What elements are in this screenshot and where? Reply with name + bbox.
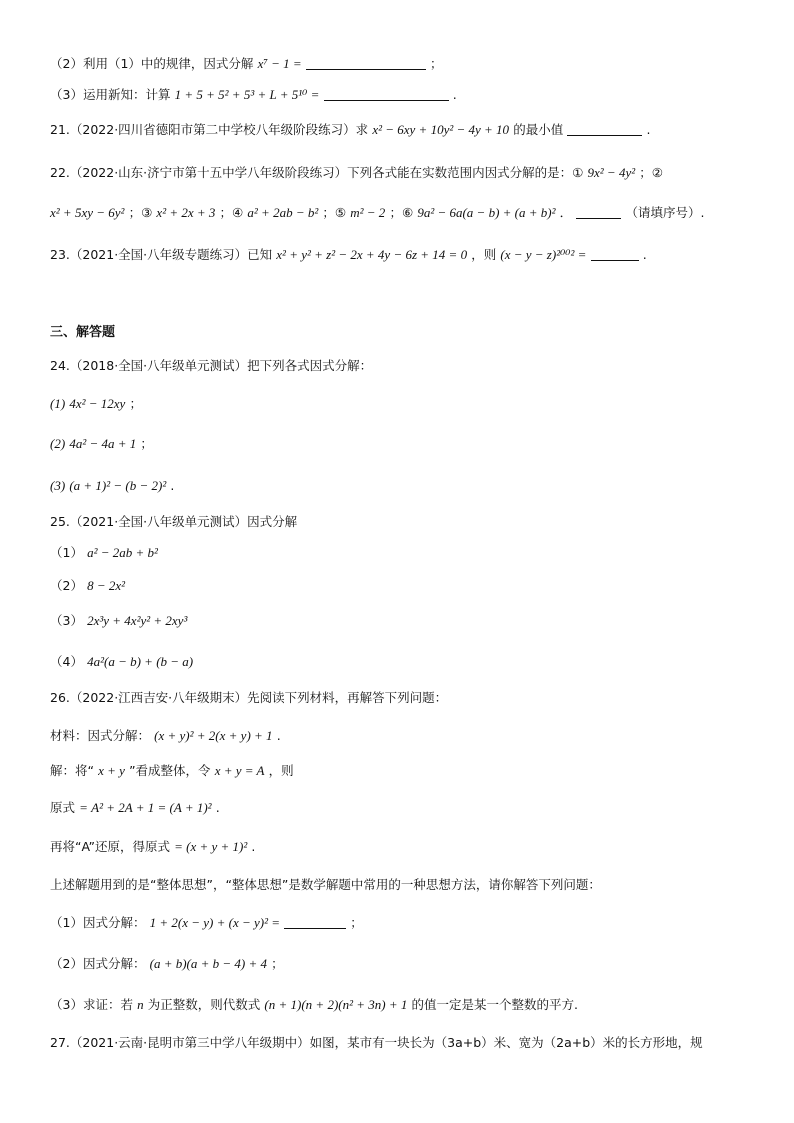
question-27: 27.（2021·云南·昆明市第三中学八年级期中）如图，某市有一块长为（3a+b）米、宽为（2a+b）米的长方形地，规 bbox=[50, 1035, 703, 1050]
question-24-part3: (3) (a + 1)² − (b − 2)² . bbox=[50, 478, 175, 493]
question-22: 22.（2022·山东·济宁市第十五中学八年级阶段练习）下列各式能在实数范围内因式分解的是：① 9x² − 4y² ；② bbox=[50, 165, 663, 180]
question-22-options: x² + 5xy − 6y² ；③ x² + 2x + 3 ；④ a² + 2ab − b² ；⑤ m² − 2 ；⑥ 9a² − 6a(a − b) + (a + b)² ． （请填序号）. bbox=[50, 205, 705, 220]
answer-blank[interactable] bbox=[591, 248, 639, 261]
solution-line-3: 再将“A”还原，得原式 = (x + y + 1)² . bbox=[50, 839, 256, 854]
material-line: 材料：因式分解： (x + y)² + 2(x + y) + 1 . bbox=[50, 728, 281, 743]
question-23: 23.（2021·全国·八年级专题练习）已知 x² + y² + z² − 2x + 4y − 6z + 14 = 0 ，则 (x − y − z)²⁰⁰² = . bbox=[50, 247, 647, 262]
question-24-part2: (2) 4a² − 4a + 1 ； bbox=[50, 436, 153, 451]
answer-blank[interactable] bbox=[567, 123, 642, 136]
solution-line-1: 解：将“ x + y ”看成整体，令 x + y = A ，则 bbox=[50, 763, 294, 778]
question-25-part2: （2） 8 − 2x² bbox=[50, 578, 126, 593]
section-heading: 三、解答题 bbox=[50, 325, 116, 340]
question-25: 25.（2021·全国·八年级单元测试）因式分解 bbox=[50, 514, 298, 529]
q20-part3: （3）运用新知：计算 1 + 5 + 5² + 5³ + L + 5¹⁰ = . bbox=[50, 87, 457, 102]
answer-blank[interactable] bbox=[324, 88, 449, 101]
question-26-part3: （3）求证：若 n 为正整数，则代数式 (n + 1)(n + 2)(n² + 3n) + 1 的值一定是某一个整数的平方. bbox=[50, 997, 578, 1012]
question-26-part2: （2）因式分解： (a + b)(a + b − 4) + 4 ； bbox=[50, 956, 284, 971]
answer-blank[interactable] bbox=[576, 206, 621, 219]
question-25-part3: （3） 2x³y + 4x²y² + 2xy³ bbox=[50, 613, 188, 628]
answer-blank[interactable] bbox=[306, 57, 426, 70]
solution-line-2: 原式 = A² + 2A + 1 = (A + 1)² . bbox=[50, 800, 220, 815]
q20-part2: （2）利用（1）中的规律，因式分解 x⁷ − 1 = ； bbox=[50, 56, 443, 71]
question-25-part1: （1） a² − 2ab + b² bbox=[50, 545, 158, 560]
answer-blank[interactable] bbox=[284, 916, 346, 929]
question-21: 21.（2022·四川省德阳市第二中学校八年级阶段练习）求 x² − 6xy + 10y² − 4y + 10 的最小值 . bbox=[50, 122, 651, 137]
question-24-part1: (1) 4x² − 12xy ； bbox=[50, 396, 142, 411]
question-25-part4: （4） 4a²(a − b) + (b − a) bbox=[50, 654, 194, 669]
question-24: 24.（2018·全国·八年级单元测试）把下列各式因式分解： bbox=[50, 358, 373, 373]
question-26-part1: （1）因式分解： 1 + 2(x − y) + (x − y)² = ； bbox=[50, 915, 363, 930]
question-26: 26.（2022·江西吉安·八年级期末）先阅读下列材料，再解答下列问题： bbox=[50, 690, 448, 705]
instruction-line: 上述解题用到的是“整体思想”，“整体思想”是数学解题中常用的一种思想方法，请你解答下列问题： bbox=[50, 877, 601, 892]
